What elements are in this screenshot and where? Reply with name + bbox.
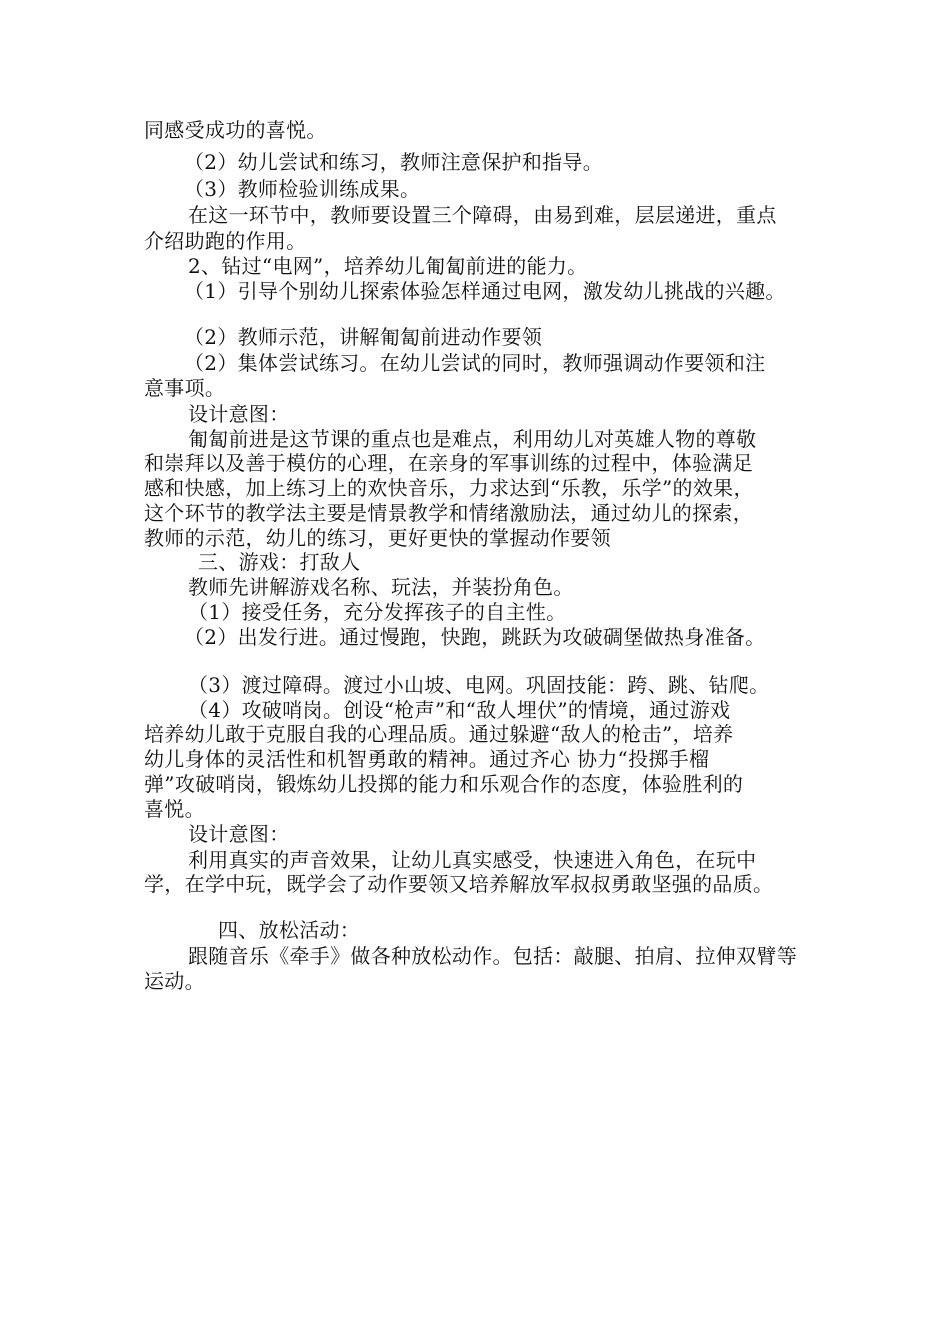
text-line: 运动。 xyxy=(144,969,205,993)
text-line: （4）攻破哨岗。创设“枪声”和“敌人埋伏”的情境，通过游戏 xyxy=(188,698,731,722)
text-line: 培养幼儿敢于克服自我的心理品质。通过躲避“敌人的枪击”，培养 xyxy=(144,722,734,746)
text-line: （2）集体尝试练习。在幼儿尝试的同时，教师强调动作要领和注 xyxy=(184,351,766,375)
text-line: 教师的示范，幼儿的练习，更好更快的掌握动作要领 xyxy=(144,526,611,550)
section-heading: 三、游戏：打敌人 xyxy=(198,550,361,574)
text-line: 在这一环节中，教师要设置三个障碍，由易到难，层层递进，重点 xyxy=(188,203,777,227)
text-line: 喜悦。 xyxy=(144,797,205,821)
text-line: 弹”攻破哨岗，锻炼幼儿投掷的能力和乐观合作的态度，体验胜利的 xyxy=(144,772,744,796)
text-line: 教师先讲解游戏名称、玩法，并装扮角色。 xyxy=(188,575,574,599)
text-line: 意事项。 xyxy=(144,376,226,400)
text-line: （3）渡过障碍。渡过小山坡、电网。巩固技能：跨、跳、钻爬。 xyxy=(188,673,770,697)
text-line: 感和快感，加上练习上的欢快音乐，力求达到“乐教，乐学”的效果， xyxy=(144,476,754,500)
text-line: （1）引导个别幼儿探索体验怎样通过电网，激发幼儿挑战的兴趣。 xyxy=(184,279,786,303)
section-heading: 设计意图： xyxy=(188,822,290,846)
text-line: 幼儿身体的灵活性和机智勇敢的精神。通过齐心 协力“投掷手榴 xyxy=(144,747,710,771)
text-line: 学，在学中玩，既学会了动作要领又培养解放军叔叔勇敢坚强的品质。 xyxy=(144,872,774,896)
text-line: 同感受成功的喜悦。 xyxy=(144,118,327,142)
text-line: （2）出发行进。通过慢跑，快跑，跳跃为攻破碉堡做热身准备。 xyxy=(184,625,766,649)
text-line: （3）教师检验训练成果。 xyxy=(184,177,421,201)
text-line: 和崇拜以及善于模仿的心理，在亲身的军事训练的过程中，体验满足 xyxy=(144,451,753,475)
text-line: 这个环节的教学法主要是情景教学和情绪激励法，通过幼儿的探索， xyxy=(144,501,753,525)
text-line: 利用真实的声音效果，让幼儿真实感受，快速进入角色，在玩中 xyxy=(188,848,757,872)
text-line: 介绍助跑的作用。 xyxy=(144,229,307,253)
text-line: （1）接受任务，充分发挥孩子的自主性。 xyxy=(188,600,567,624)
text-line: 跟随音乐《牵手》做各种放松动作。包括：敲腿、拍肩、拉伸双臂等 xyxy=(188,944,797,968)
section-heading: 设计意图： xyxy=(188,402,290,426)
text-line: 匍匐前进是这节课的重点也是难点，利用幼儿对英雄人物的尊敬 xyxy=(188,427,757,451)
text-line: 2、钻过“电网”，培养幼儿匍匐前进的能力。 xyxy=(188,254,588,278)
section-heading: 四、放松活动： xyxy=(218,918,361,942)
text-line: （2）教师示范，讲解匍匐前进动作要领 xyxy=(184,325,543,349)
text-line: （2）幼儿尝试和练习，教师注意保护和指导。 xyxy=(184,150,604,174)
